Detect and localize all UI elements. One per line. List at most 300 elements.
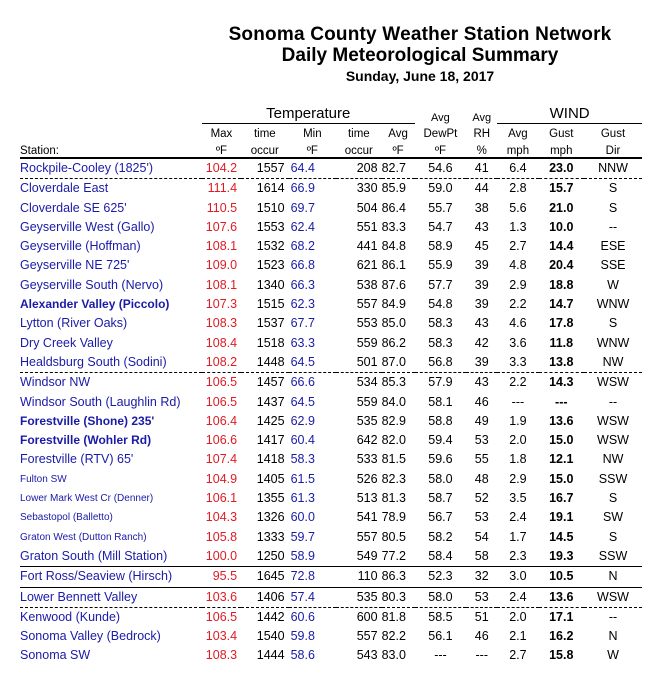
min-unit: ºF <box>289 140 337 158</box>
avg-rh: 42 <box>474 335 489 350</box>
avg-dewpoint: 59.4 <box>428 433 453 448</box>
max-temp-time: 1425 <box>256 413 285 428</box>
min-temp: 58.3 <box>290 452 315 467</box>
avg-rh: 43 <box>474 219 489 234</box>
avg-temp: 82.9 <box>381 413 406 428</box>
gust-speed: 23.0 <box>539 158 584 179</box>
gust-direction: SSE <box>600 258 626 273</box>
avg-rh: 41 <box>466 158 497 179</box>
max-temp: 106.5 <box>205 609 238 624</box>
table-row <box>20 547 642 567</box>
min-temp-time: 557 <box>356 529 378 544</box>
temperature-group-header: Temperature <box>202 103 415 124</box>
avg-wind: 1.8 <box>509 452 527 467</box>
station-name: Geyserville South (Nervo) <box>20 277 164 292</box>
station-name: Geyserville West (Gallo) <box>20 219 155 234</box>
dewpt-unit: ºF <box>415 140 467 158</box>
station-name: Rockpile-Cooley (1825') <box>20 158 202 179</box>
gust-speed: 17.1 <box>549 609 574 624</box>
max-temp-time: 1523 <box>256 258 285 273</box>
table-row <box>20 627 642 646</box>
avg-temp: 86.2 <box>381 335 406 350</box>
gust-speed: 10.5 <box>539 567 584 587</box>
gust-direction: -- <box>608 609 618 624</box>
min-temp-time: 559 <box>356 394 378 409</box>
table-row <box>20 334 642 353</box>
min-temp: 57.4 <box>289 587 337 607</box>
avg-dewpoint: 58.9 <box>428 239 453 254</box>
min-temp: 64.5 <box>290 394 315 409</box>
gust-direction: WNW <box>596 297 630 312</box>
station-name: Healdsburg South (Sodini) <box>20 353 202 373</box>
min-temp: 60.0 <box>290 510 315 525</box>
table-row <box>20 587 642 607</box>
avg-dewpoint: 54.6 <box>415 158 467 179</box>
table-row <box>20 237 642 256</box>
gust-speed: 14.3 <box>549 375 574 390</box>
station-name: Graton South (Mill Station) <box>20 547 202 567</box>
avg-rh: 38 <box>474 200 489 215</box>
gust-direction: W <box>607 648 619 663</box>
table-row <box>20 489 642 508</box>
avg-temp: 84.0 <box>381 394 406 409</box>
table-row <box>20 646 642 665</box>
avg-dewpoint: 56.8 <box>415 353 467 373</box>
avg-temp: 87.0 <box>382 353 415 373</box>
gust-direction: W <box>607 277 619 292</box>
station-name: Forestville (RTV) 65' <box>20 452 134 467</box>
table-row <box>20 218 642 237</box>
avg-wind: 4.6 <box>509 316 527 331</box>
avg-dewpoint: 57.7 <box>428 277 453 292</box>
avg-wind: 2.1 <box>509 629 527 644</box>
station-name: Sonoma Valley (Bedrock) <box>20 629 161 644</box>
gust-speed: 14.4 <box>549 239 574 254</box>
max-temp: 106.6 <box>205 433 238 448</box>
min-temp: 64.4 <box>289 158 337 179</box>
gust-direction: SSW <box>598 471 628 486</box>
min-temp-time: 534 <box>356 375 378 390</box>
gust-unit: mph <box>539 140 584 158</box>
gust-header: Gust <box>549 128 574 140</box>
gust-speed: 19.1 <box>549 510 574 525</box>
gust-speed: 20.4 <box>549 258 574 273</box>
min-time-header: time <box>347 128 370 140</box>
avg-temp: 87.6 <box>381 277 406 292</box>
avg-temp: 83.0 <box>381 648 406 663</box>
avg-wind: 2.9 <box>509 277 527 292</box>
max-temp-time: 1442 <box>256 609 285 624</box>
min-temp-time: 533 <box>356 452 378 467</box>
min-temp: 66.3 <box>290 277 315 292</box>
avg-dewpoint: 58.3 <box>428 316 453 331</box>
avg-wind: 2.7 <box>509 648 527 663</box>
avg-dewpoint: 58.5 <box>428 609 453 624</box>
avg-dewpoint: 58.8 <box>428 413 453 428</box>
avg-rh: 51 <box>474 609 489 624</box>
avg-rh: 55 <box>474 452 489 467</box>
report-title: Sonoma County Weather Station Network <box>228 24 612 45</box>
min-temp: 66.6 <box>290 375 315 390</box>
max-temp: 106.5 <box>205 375 238 390</box>
min-temp: 66.8 <box>290 258 315 273</box>
avg-wind: 5.6 <box>509 200 527 215</box>
gust-dir-unit: Dir <box>584 140 642 158</box>
table-row <box>20 450 642 469</box>
gust-direction: WSW <box>597 413 629 428</box>
avg-temp: 82.2 <box>381 629 406 644</box>
table-row <box>20 607 642 627</box>
station-name: Lower Mark West Cr (Denner) <box>20 493 154 505</box>
avg-wind: 2.4 <box>509 510 527 525</box>
avg-wind: --- <box>511 394 525 409</box>
gust-direction: N <box>608 629 618 644</box>
min-temp-time: 504 <box>356 200 378 215</box>
gust-direction: WSW <box>597 375 629 390</box>
avg-temp: 82.3 <box>381 471 406 486</box>
avg-temp: 80.5 <box>381 529 406 544</box>
station-name: Dry Creek Valley <box>20 335 113 350</box>
min-temp: 62.9 <box>290 413 315 428</box>
min-temp: 58.9 <box>289 547 337 567</box>
min-temp-time: 600 <box>356 609 378 624</box>
max-temp-time: 1540 <box>256 629 285 644</box>
avg-dewpoint: 59.0 <box>428 181 453 196</box>
min-temp: 64.5 <box>289 353 337 373</box>
avg-rh: 44 <box>474 181 489 196</box>
min-temp-time: 541 <box>356 510 378 525</box>
min-temp: 61.3 <box>290 491 315 506</box>
min-header: Min <box>303 128 322 140</box>
min-temp: 59.7 <box>290 529 315 544</box>
station-name: Sebastopol (Balletto) <box>20 512 113 524</box>
min-temp: 63.3 <box>290 335 315 350</box>
max-temp: 110.5 <box>206 200 238 215</box>
station-name: Geyserville (Hoffman) <box>20 239 141 254</box>
max-temp-time: 1510 <box>256 200 285 215</box>
avg-dewpoint: 58.2 <box>428 529 453 544</box>
max-temp: 108.3 <box>205 316 238 331</box>
station-name: Cloverdale East <box>20 181 109 196</box>
gust-direction: SSW <box>584 547 642 567</box>
gust-speed: 15.0 <box>549 433 574 448</box>
gust-direction: -- <box>608 219 618 234</box>
avg-rh: 49 <box>474 413 489 428</box>
gust-speed: 19.3 <box>539 547 584 567</box>
station-name: Lytton (River Oaks) <box>20 316 128 331</box>
avg-dewpoint: 54.7 <box>428 219 453 234</box>
max-temp-time: 1444 <box>256 648 285 663</box>
station-name: Alexander Valley (Piccolo) <box>20 297 170 312</box>
gust-speed: 21.0 <box>549 200 574 215</box>
wind-avg-unit: mph <box>497 140 538 158</box>
table-row <box>20 412 642 431</box>
min-temp: 69.7 <box>290 200 315 215</box>
avg-temp: 85.0 <box>381 316 406 331</box>
wind-avg-header: Avg <box>508 128 528 140</box>
avg-rh: 48 <box>474 471 489 486</box>
gust-speed: 13.8 <box>539 353 584 373</box>
avg-temp: 83.3 <box>381 219 406 234</box>
max-temp-time: 1614 <box>256 181 285 196</box>
avg-rh: 32 <box>466 567 497 587</box>
max-time-header: time <box>253 128 276 140</box>
avg-rh: 52 <box>474 491 489 506</box>
avg-rh: 53 <box>466 587 497 607</box>
gust-direction: NW <box>602 452 624 467</box>
table-row <box>20 256 642 275</box>
gust-speed: 15.7 <box>549 181 574 196</box>
max-temp-time: 1417 <box>256 433 285 448</box>
table-row <box>20 373 642 393</box>
avg-temp: 85.9 <box>381 181 406 196</box>
report-subtitle: Daily Meteorological Summary <box>281 45 559 66</box>
avg-temp: 81.8 <box>381 609 406 624</box>
gust-speed: 15.8 <box>549 648 574 663</box>
avg-temp: 84.9 <box>381 297 406 312</box>
gust-direction: NW <box>584 353 642 373</box>
avg-dewpoint: 55.7 <box>428 200 453 215</box>
table-row <box>20 179 642 199</box>
table-row <box>20 199 642 218</box>
avg-dewpoint: 58.0 <box>428 471 453 486</box>
max-temp: 95.5 <box>202 567 241 587</box>
min-temp: 62.4 <box>290 219 315 234</box>
avg-wind: 3.6 <box>509 335 527 350</box>
gust-speed: 11.8 <box>549 335 574 350</box>
gust-speed: 16.7 <box>549 491 574 506</box>
avg-wind: 2.8 <box>509 181 527 196</box>
avg-rh: 45 <box>474 239 489 254</box>
max-temp: 108.2 <box>202 353 241 373</box>
avg-dewpoint: 59.6 <box>428 452 453 467</box>
max-temp: 104.2 <box>202 158 241 179</box>
avg-temp-header: Avg <box>388 128 408 140</box>
gust-speed: 16.2 <box>549 629 574 644</box>
min-temp-time: 110 <box>336 567 381 587</box>
avg-temp: 86.3 <box>382 567 415 587</box>
avg-temp: 82.7 <box>382 158 415 179</box>
avg-wind: 2.0 <box>509 609 527 624</box>
gust-speed: 13.6 <box>549 413 574 428</box>
station-name: Forestville (Shone) 235' <box>20 413 155 428</box>
min-temp-time: 549 <box>336 547 381 567</box>
avg-rh: --- <box>475 648 488 663</box>
table-row <box>20 158 642 179</box>
gust-direction: SW <box>602 510 624 525</box>
table-row <box>20 508 642 527</box>
avg-temp: 86.4 <box>381 200 406 215</box>
gust-direction: N <box>584 567 642 587</box>
station-name: Windsor South (Laughlin Rd) <box>20 394 181 409</box>
max-temp: 107.3 <box>205 297 238 312</box>
avg-temp: 78.9 <box>381 510 406 525</box>
min-temp: 68.2 <box>290 239 315 254</box>
min-temp-time: 621 <box>356 258 378 273</box>
avg-temp-unit: ºF <box>382 140 415 158</box>
station-name: Cloverdale SE 625' <box>20 200 127 215</box>
min-temp-time: 535 <box>356 413 378 428</box>
station-name: Lower Bennett Valley <box>20 587 202 607</box>
min-temp: 58.6 <box>290 648 315 663</box>
max-temp-time: 1437 <box>256 394 285 409</box>
avg-rh: 54 <box>474 529 489 544</box>
max-temp-time: 1418 <box>256 452 285 467</box>
max-temp-time: 1405 <box>256 471 285 486</box>
gust-speed: 13.6 <box>539 587 584 607</box>
min-temp-time: 553 <box>356 316 378 331</box>
max-temp: 103.6 <box>202 587 241 607</box>
gust-speed: 14.5 <box>549 529 574 544</box>
min-temp-time: 535 <box>336 587 381 607</box>
min-temp-time: 208 <box>336 158 381 179</box>
max-temp: 106.4 <box>205 413 238 428</box>
avg-wind: 4.8 <box>509 258 527 273</box>
station-name: Sonoma SW <box>20 648 91 663</box>
header-row-labels <box>20 124 642 141</box>
avg-wind: 2.2 <box>509 375 527 390</box>
max-temp-time: 1457 <box>256 375 285 390</box>
avg-temp: 86.1 <box>381 258 406 273</box>
gust-direction: S <box>608 529 618 544</box>
avg-rh: 39 <box>474 258 489 273</box>
min-temp: 66.9 <box>290 181 315 196</box>
max-temp-time: 1645 <box>241 567 289 587</box>
max-temp: 108.3 <box>205 648 238 663</box>
avg-rh: 43 <box>474 375 489 390</box>
avg-dewpoint: 58.3 <box>428 335 453 350</box>
report-title-block <box>200 24 640 86</box>
min-temp: 72.8 <box>289 567 337 587</box>
avg-wind: 2.3 <box>497 547 538 567</box>
min-temp-time: 559 <box>356 335 378 350</box>
dewpt-header-top: Avg <box>431 111 450 124</box>
max-temp: 108.1 <box>205 239 238 254</box>
avg-temp: 85.3 <box>381 375 406 390</box>
max-temp: 108.4 <box>205 335 238 350</box>
min-temp: 60.4 <box>290 433 315 448</box>
gust-speed: --- <box>555 394 568 409</box>
avg-dewpoint: 54.8 <box>428 297 453 312</box>
avg-temp: 82.0 <box>381 433 406 448</box>
avg-temp: 81.3 <box>381 491 406 506</box>
avg-rh: 53 <box>474 510 489 525</box>
table-row <box>20 393 642 412</box>
gust-direction: S <box>608 200 618 215</box>
max-temp-time: 1250 <box>241 547 289 567</box>
gust-speed: 10.0 <box>549 219 574 234</box>
station-name: Windsor NW <box>20 375 91 390</box>
table-row <box>20 314 642 333</box>
avg-dewpoint: 58.4 <box>415 547 467 567</box>
min-temp-time: 543 <box>356 648 378 663</box>
station-name: Graton West (Dutton Ranch) <box>20 531 147 543</box>
avg-rh: 39 <box>474 297 489 312</box>
gust-direction: S <box>608 181 618 196</box>
min-temp-time: 441 <box>356 239 378 254</box>
avg-temp: 81.5 <box>381 452 406 467</box>
station-rows <box>20 158 642 666</box>
dewpt-header: DewPt <box>423 128 458 140</box>
min-temp-time: 557 <box>356 297 378 312</box>
min-temp-time: 526 <box>356 471 378 486</box>
avg-dewpoint: --- <box>434 648 447 663</box>
max-temp: 107.4 <box>205 452 238 467</box>
table-row <box>20 528 642 547</box>
table-row <box>20 276 642 295</box>
min-temp: 59.8 <box>290 629 315 644</box>
table-row <box>20 470 642 489</box>
avg-temp: 84.8 <box>381 239 406 254</box>
station-name: Fort Ross/Seaview (Hirsch) <box>20 567 202 587</box>
avg-temp: 80.3 <box>382 587 415 607</box>
wind-group-header: WIND <box>497 103 642 124</box>
avg-rh: 46 <box>474 629 489 644</box>
avg-wind: 2.9 <box>509 471 527 486</box>
gust-direction: WSW <box>597 433 629 448</box>
max-temp: 103.4 <box>205 629 238 644</box>
min-temp-time: 330 <box>356 181 378 196</box>
avg-dewpoint: 56.7 <box>428 510 453 525</box>
avg-dewpoint: 55.9 <box>428 258 453 273</box>
avg-wind: 2.2 <box>509 297 527 312</box>
header-row-units <box>20 140 642 158</box>
avg-wind: 1.3 <box>509 219 527 234</box>
avg-dewpoint: 57.9 <box>428 375 453 390</box>
min-temp: 60.6 <box>290 609 315 624</box>
min-temp: 62.3 <box>290 297 315 312</box>
max-temp-time: 1557 <box>241 158 289 179</box>
max-temp-time: 1532 <box>256 239 285 254</box>
table-row <box>20 353 642 373</box>
max-temp: 109.0 <box>205 258 238 273</box>
max-temp-time: 1553 <box>256 219 285 234</box>
table-row <box>20 567 642 587</box>
min-temp-time: 642 <box>356 433 378 448</box>
rh-header: RH <box>473 128 491 140</box>
avg-wind: 3.5 <box>509 491 527 506</box>
avg-dewpoint: 58.0 <box>415 587 467 607</box>
header-row-groups <box>20 103 642 124</box>
max-temp: 104.3 <box>205 510 238 525</box>
max-temp-time: 1515 <box>256 297 285 312</box>
avg-wind: 6.4 <box>497 158 538 179</box>
max-temp: 105.8 <box>205 529 238 544</box>
report-date: Sunday, June 18, 2017 <box>345 68 495 84</box>
table-row <box>20 295 642 314</box>
gust-direction: NNW <box>584 158 642 179</box>
avg-dewpoint: 56.1 <box>428 629 453 644</box>
weather-summary-table <box>20 103 642 666</box>
min-temp-time: 538 <box>356 277 378 292</box>
max-time-unit: occur <box>241 140 289 158</box>
max-unit: ºF <box>202 140 241 158</box>
max-temp: 106.5 <box>205 394 238 409</box>
max-header: Max <box>210 128 233 140</box>
gust-speed: 18.8 <box>549 277 574 292</box>
min-temp-time: 501 <box>336 353 381 373</box>
station-name: Forestville (Wohler Rd) <box>20 433 152 448</box>
rh-unit: % <box>466 140 497 158</box>
max-temp-time: 1448 <box>241 353 289 373</box>
min-temp-time: 551 <box>356 219 378 234</box>
station-name: Kenwood (Kunde) <box>20 609 121 624</box>
avg-rh: 39 <box>466 353 497 373</box>
table-row <box>20 431 642 450</box>
max-temp: 111.4 <box>207 181 238 196</box>
avg-rh: 46 <box>474 394 489 409</box>
min-time-unit: occur <box>336 140 381 158</box>
